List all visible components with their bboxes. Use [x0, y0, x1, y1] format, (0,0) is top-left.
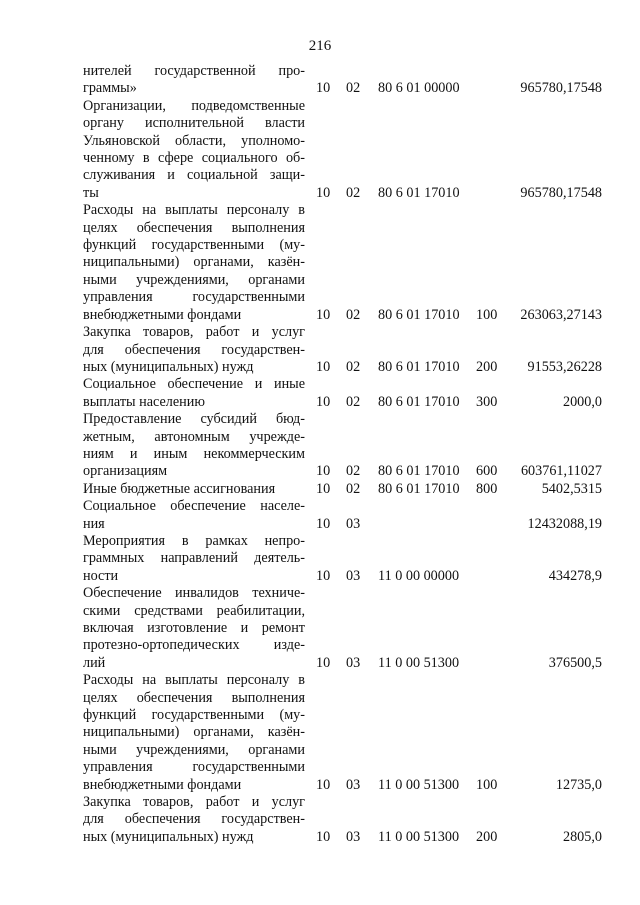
row-name-line: внебюджетными фондами	[83, 306, 242, 323]
row-subsection-code: 02	[346, 463, 361, 480]
row-name-line: ниципальными) органами, казён-	[83, 724, 305, 741]
row-name-line: выплаты населению	[83, 393, 205, 410]
row-name-line: функций государственными (му-	[83, 237, 305, 254]
row-target-code: 80 6 01 00000	[378, 80, 460, 97]
row-target-code: 11 0 00 51300	[378, 828, 460, 845]
table-row	[0, 481, 640, 498]
row-name	[83, 376, 305, 411]
row-name	[83, 63, 305, 98]
row-subsection-code: 02	[346, 80, 361, 97]
row-amount: 965780,17548	[520, 184, 602, 201]
row-name-line: ченному в сфере социального об-	[83, 150, 305, 167]
row-amount: 5402,5315	[541, 480, 602, 497]
row-name-line: включая изготовление и ремонт	[83, 620, 305, 636]
row-subsection-code: 03	[346, 828, 361, 845]
table-row	[0, 672, 640, 794]
row-name-line: организациям	[83, 463, 168, 480]
row-amount: 91553,26228	[527, 358, 602, 375]
row-amount: 434278,9	[548, 567, 602, 584]
table-row	[0, 324, 640, 376]
row-name-line: ными учреждениями, органами	[83, 741, 305, 758]
row-target-code: 11 0 00 51300	[378, 654, 460, 671]
row-name-line: внебюджетными фондами	[83, 776, 242, 793]
row-subsection-code: 03	[346, 776, 361, 793]
row-section-code: 10	[316, 80, 331, 97]
row-section-code: 10	[316, 828, 331, 845]
row-name	[83, 533, 305, 585]
row-target-code: 80 6 01 17010	[378, 393, 460, 410]
row-expense-type-code: 300	[476, 393, 498, 410]
row-section-code: 10	[316, 654, 331, 671]
row-expense-type-code: 100	[476, 306, 498, 323]
row-name	[83, 411, 305, 481]
row-name	[83, 324, 305, 376]
row-name-line: Иные бюджетные ассигнования	[83, 480, 276, 497]
row-name	[83, 498, 305, 533]
row-name-line: целях обеспечения выполнения	[83, 219, 305, 236]
row-name-line: граммных направлений деятель-	[83, 550, 305, 567]
row-amount: 12735,0	[555, 776, 602, 793]
row-subsection-code: 03	[346, 515, 361, 532]
row-target-code: 80 6 01 17010	[378, 306, 460, 323]
row-expense-type-code: 100	[476, 776, 498, 793]
row-name-line: Закупка товаров, работ и услуг	[83, 324, 305, 341]
row-name-line: ниципальными) органами, казён-	[83, 254, 305, 271]
row-name-line: Мероприятия в рамках непро-	[83, 532, 305, 549]
table-row	[0, 533, 640, 585]
row-section-code: 10	[316, 306, 331, 323]
row-target-code: 80 6 01 17010	[378, 480, 460, 497]
table-row	[0, 794, 640, 846]
row-name	[83, 585, 305, 672]
row-name	[83, 202, 305, 324]
row-name-line: Расходы на выплаты персоналу в	[83, 672, 305, 689]
table-row	[0, 98, 640, 202]
row-section-code: 10	[316, 358, 331, 375]
row-section-code: 10	[316, 393, 331, 410]
row-name-line: ными учреждениями, органами	[83, 271, 305, 288]
row-name-line: ных (муниципальных) нужд	[83, 828, 254, 845]
row-expense-type-code: 200	[476, 828, 498, 845]
row-name	[83, 98, 305, 202]
row-name-line: для обеспечения государствен-	[83, 341, 305, 358]
row-amount: 2000,0	[562, 393, 602, 410]
row-name-line: протезно-ортопедических изде-	[83, 637, 305, 654]
row-name-line: для обеспечения государствен-	[83, 811, 305, 828]
row-name-line: ния	[83, 515, 105, 532]
row-name-line: Предоставление субсидий бюд-	[83, 411, 305, 428]
row-name	[83, 481, 305, 498]
row-name-line: нителей государственной про-	[83, 63, 305, 79]
row-section-code: 10	[316, 480, 331, 497]
row-name-line: ных (муниципальных) нужд	[83, 358, 254, 375]
row-name-line: целях обеспечения выполнения	[83, 689, 305, 706]
row-name-line: Закупка товаров, работ и услуг	[83, 794, 305, 811]
row-name-line: ты	[83, 184, 99, 201]
row-section-code: 10	[316, 776, 331, 793]
row-name-line: ниям и иным некоммерческим	[83, 445, 305, 462]
row-amount: 2805,0	[562, 828, 602, 845]
row-name-line: Организации, подведомственные	[83, 97, 305, 114]
row-expense-type-code: 600	[476, 463, 498, 480]
row-name-line: управления государственными	[83, 289, 305, 306]
row-expense-type-code: 800	[476, 480, 498, 497]
row-subsection-code: 03	[346, 567, 361, 584]
row-name-line: Расходы на выплаты персоналу в	[83, 202, 305, 219]
row-target-code: 80 6 01 17010	[378, 463, 460, 480]
row-name-line: лий	[83, 654, 106, 671]
row-name-line: Социальное обеспечение населе-	[83, 498, 305, 515]
table-row	[0, 63, 640, 98]
row-subsection-code: 02	[346, 480, 361, 497]
row-amount: 12432088,19	[527, 515, 602, 532]
row-name-line: ности	[83, 567, 119, 584]
row-target-code: 80 6 01 17010	[378, 184, 460, 201]
row-name	[83, 672, 305, 794]
row-name-line: Социальное обеспечение и иные	[83, 376, 305, 393]
row-subsection-code: 03	[346, 654, 361, 671]
row-name-line: служивания и социальной защи-	[83, 167, 305, 184]
row-section-code: 10	[316, 184, 331, 201]
row-name-line: Ульяновской области, уполномо-	[83, 132, 305, 149]
row-name-line: граммы»	[83, 80, 137, 97]
budget-table	[0, 63, 640, 846]
row-subsection-code: 02	[346, 358, 361, 375]
row-amount: 965780,17548	[520, 80, 602, 97]
row-name-line: функций государственными (му-	[83, 707, 305, 724]
row-name-line: управления государственными	[83, 759, 305, 776]
row-amount: 603761,11027	[520, 463, 602, 480]
table-row	[0, 376, 640, 411]
row-section-code: 10	[316, 567, 331, 584]
row-section-code: 10	[316, 515, 331, 532]
row-target-code: 11 0 00 00000	[378, 567, 460, 584]
page-number: 216	[308, 38, 332, 54]
table-row	[0, 498, 640, 533]
row-amount: 263063,27143	[520, 306, 602, 323]
row-name-line: органу исполнительной власти	[83, 115, 305, 132]
row-expense-type-code: 200	[476, 358, 498, 375]
row-target-code: 11 0 00 51300	[378, 776, 460, 793]
row-amount: 376500,5	[548, 654, 602, 671]
row-section-code: 10	[316, 463, 331, 480]
row-name-line: жетным, автономным учрежде-	[83, 428, 305, 445]
row-subsection-code: 02	[346, 393, 361, 410]
table-row	[0, 585, 640, 672]
row-name-line: Обеспечение инвалидов техниче-	[83, 585, 305, 602]
row-subsection-code: 02	[346, 184, 361, 201]
row-subsection-code: 02	[346, 306, 361, 323]
row-name-line: скими средствами реабилитации,	[83, 602, 305, 619]
table-row	[0, 202, 640, 324]
row-target-code: 80 6 01 17010	[378, 358, 460, 375]
row-name	[83, 794, 305, 846]
table-row	[0, 411, 640, 481]
